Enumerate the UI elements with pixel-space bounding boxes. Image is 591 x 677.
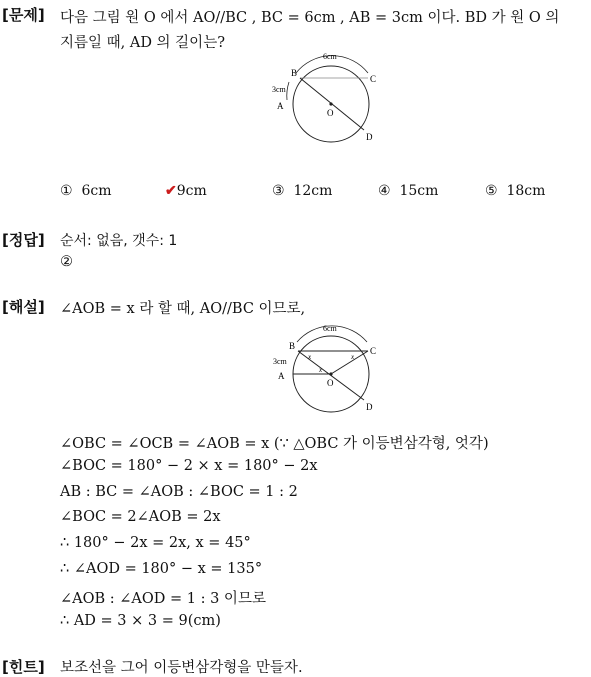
solution-step-7: ∠AOB : ∠AOD = 1 : 3 이므로	[60, 591, 266, 607]
problem-label-3cm: 3cm	[272, 85, 286, 94]
choice-1-text: 6cm	[81, 183, 112, 199]
hint-text: 보조선을 그어 이등변삼각형을 만들자.	[60, 660, 303, 676]
problem-label-o: O	[327, 108, 334, 118]
choice-5-text: 18cm	[506, 183, 546, 199]
choice-5-mark: ⑤	[485, 183, 498, 199]
choice-1[interactable]	[60, 183, 112, 199]
problem-tag: [문제]	[2, 6, 45, 24]
solution-step-4: ∠BOC = 2∠AOB = 2x	[60, 509, 221, 525]
checkmark-icon: ✔	[165, 183, 177, 199]
answer-tag: [정답]	[2, 231, 45, 249]
problem-center-dot	[329, 102, 332, 105]
solution-radius-oc	[331, 351, 368, 374]
answer-line-2: ②	[60, 254, 73, 270]
choice-3-text: 12cm	[293, 183, 333, 199]
solution-label-a: A	[278, 371, 285, 381]
solution-step-3: AB : BC = ∠AOB : ∠BOC = 1 : 2	[60, 484, 298, 500]
solution-label-3cm: 3cm	[273, 357, 287, 366]
problem-label-d: D	[366, 132, 373, 142]
solution-step-5: ∴ 180° − 2x = 2x, x = 45°	[60, 535, 251, 551]
solution-center-dot	[329, 372, 332, 375]
solution-step-6: ∴ ∠AOD = 180° − x = 135°	[60, 561, 263, 577]
solution-label-6cm: 6cm	[323, 324, 337, 333]
problem-label-c: C	[370, 74, 377, 84]
solution-label-c: C	[370, 346, 377, 356]
hint-tag: [힌트]	[2, 658, 45, 676]
solution-angle-x-o: x	[319, 366, 323, 374]
solution-intro: ∠AOB = x 라 할 때, AO//BC 이므로,	[60, 301, 306, 317]
choice-2[interactable]	[165, 183, 207, 199]
problem-label-6cm: 6cm	[323, 52, 337, 61]
solution-label-o: O	[327, 378, 334, 388]
solution-figure	[265, 318, 385, 418]
choice-4-mark: ④	[378, 183, 391, 199]
choice-1-mark: ①	[60, 183, 73, 199]
answer-line-1: 순서: 없음, 갯수: 1	[60, 233, 178, 249]
solution-tag: [해설]	[2, 298, 45, 316]
solution-label-d: D	[366, 402, 373, 412]
solution-step-8: ∴ AD = 3 × 3 = 9(cm)	[60, 613, 221, 629]
solution-angle-x-b: x	[308, 353, 312, 361]
problem-label-b: B	[291, 68, 298, 78]
problem-figure	[265, 48, 385, 153]
solution-step-1: ∠OBC = ∠OCB = ∠AOB = x (∵ △OBC 가 이등변삼각형, 엇각)	[60, 436, 489, 452]
problem-arc-ab	[287, 82, 289, 100]
choice-3[interactable]	[272, 183, 332, 199]
solution-label-b: B	[289, 341, 296, 351]
problem-label-a: A	[277, 101, 284, 111]
problem-line-1: 다음 그림 원 O 에서 AO//BC , BC = 6cm , AB = 3cm 이다. BD 가 원 O 의	[60, 10, 560, 26]
problem-line-2: 지름일 때, AD 의 길이는?	[60, 35, 225, 51]
choice-5[interactable]	[485, 183, 545, 199]
choice-4-text: 15cm	[399, 183, 439, 199]
choice-4[interactable]	[378, 183, 438, 199]
solution-step-2: ∠BOC = 180° − 2 × x = 180° − 2x	[60, 458, 318, 474]
choice-3-mark: ③	[272, 183, 285, 199]
choice-2-text: 9cm	[176, 183, 207, 199]
solution-angle-x-c: x	[351, 353, 355, 361]
